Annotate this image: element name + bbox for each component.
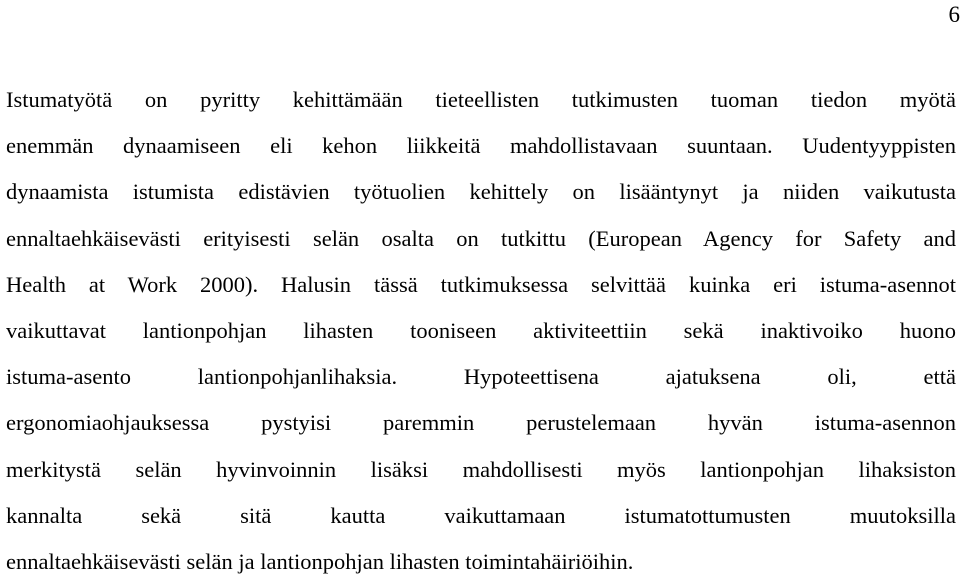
paragraph-line: vaikuttavat lantionpohjan lihasten tooniseen aktiviteettiin sekä inaktivoiko huono: [6, 308, 956, 354]
body-paragraph: [6, 77, 956, 585]
paragraph-line: kannalta sekä sitä kautta vaikuttamaan istumatottumusten muutoksilla: [6, 493, 956, 539]
paragraph-line: dynaamista istumista edistävien työtuolien kehittely on lisääntynyt ja niiden vaikutusta: [6, 169, 956, 215]
paragraph-line: Istumatyötä on pyritty kehittämään tieteellisten tutkimusten tuoman tiedon myötä: [6, 77, 956, 123]
paragraph-line: ergonomiaohjauksessa pystyisi paremmin perustelemaan hyvän istuma-asennon: [6, 400, 956, 446]
page-number: 6: [949, 0, 960, 30]
paragraph-line: Health at Work 2000). Halusin tässä tutkimuksessa selvittää kuinka eri istuma-asennot: [6, 262, 956, 308]
paragraph-line: ennaltaehkäisevästi selän ja lantionpohjan lihasten toimintahäiriöihin.: [6, 539, 956, 585]
paragraph-line: merkitystä selän hyvinvoinnin lisäksi mahdollisesti myös lantionpohjan lihaksiston: [6, 447, 956, 493]
paragraph-line: enemmän dynaamiseen eli kehon liikkeitä mahdollistavaan suuntaan. Uudentyyppisten: [6, 123, 956, 169]
paragraph-line: ennaltaehkäisevästi erityisesti selän osalta on tutkittu (European Agency for Safety and: [6, 216, 956, 262]
paragraph-line: istuma-asento lantionpohjanlihaksia. Hypoteettisena ajatuksena oli, että: [6, 354, 956, 400]
